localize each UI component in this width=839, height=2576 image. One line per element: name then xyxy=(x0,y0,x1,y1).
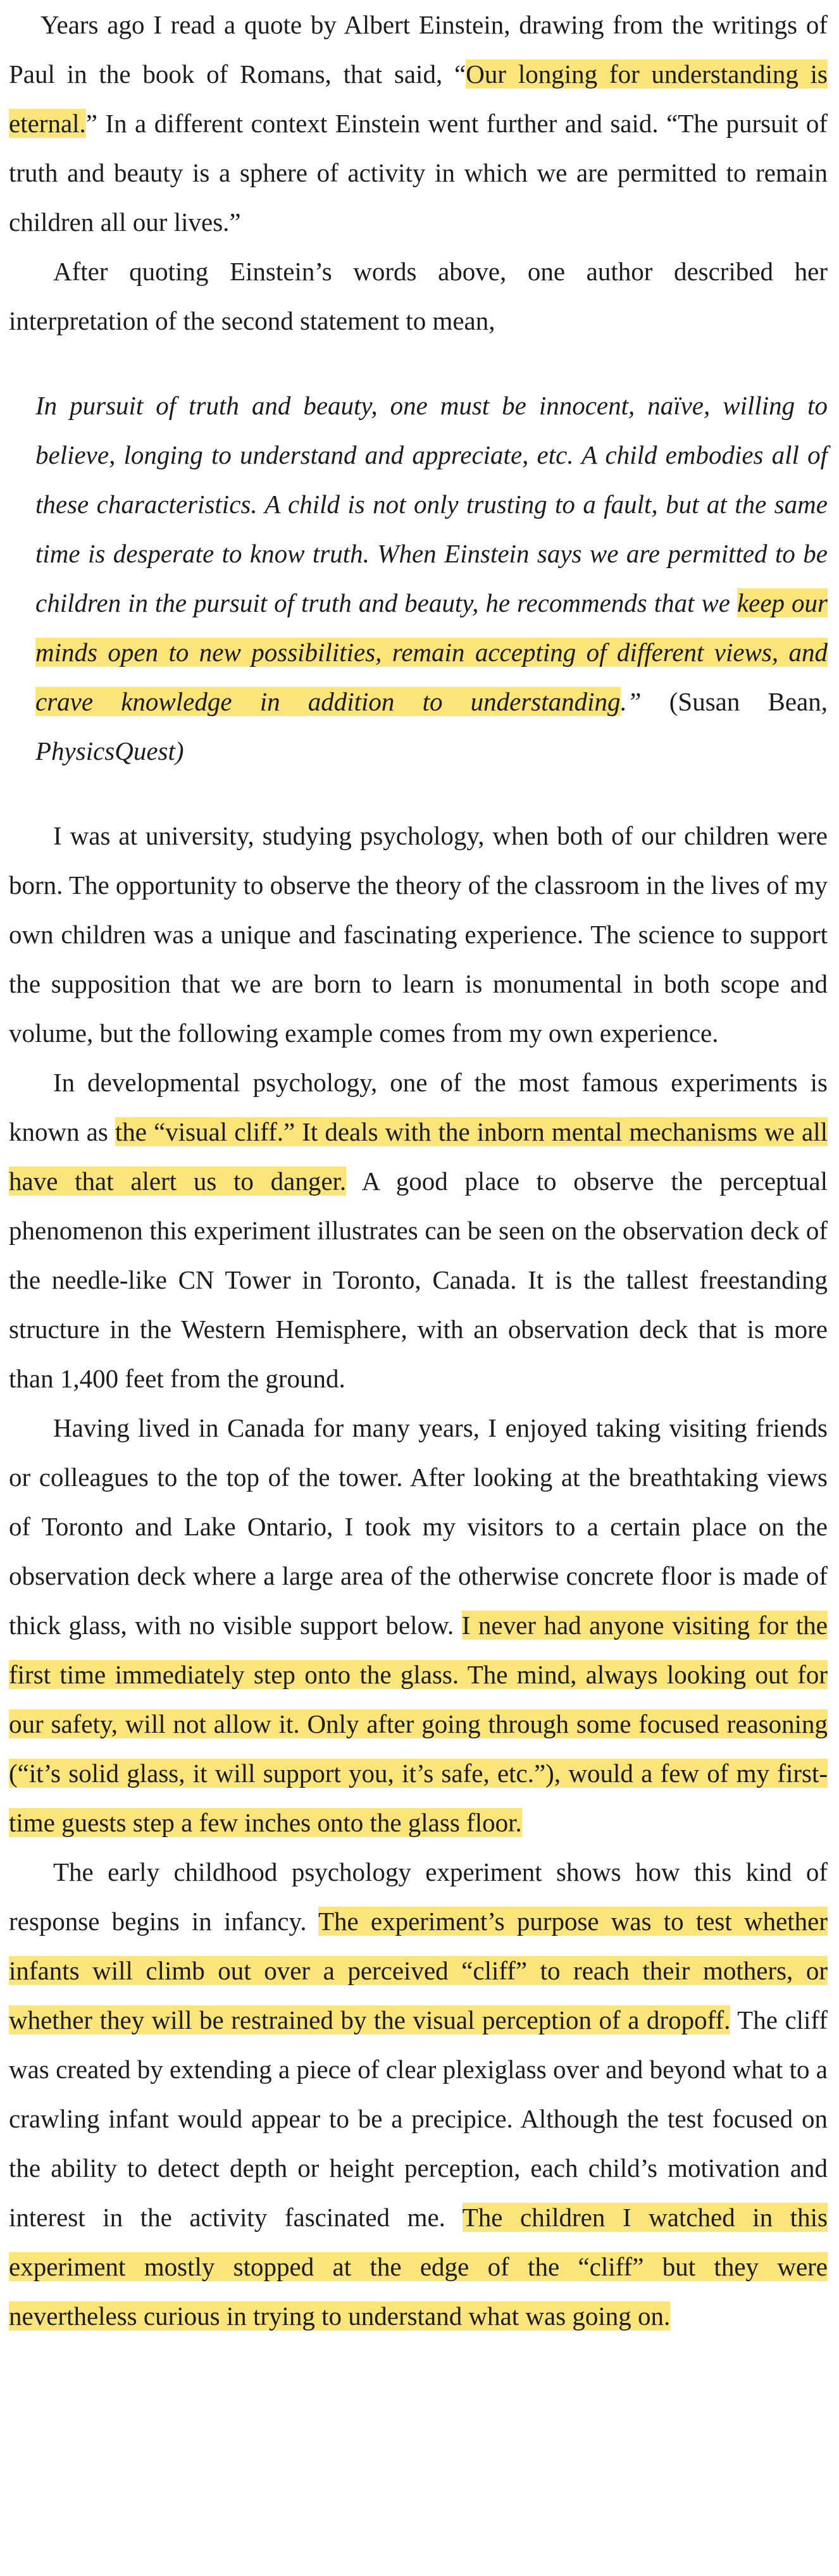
block-quote xyxy=(9,381,828,776)
paragraph-cn-tower xyxy=(9,1403,828,1847)
quote-source: PhysicsQuest) xyxy=(35,736,184,765)
highlighted-passage: I never had anyone visiting for the first time immediately step onto the glass. The mind, always looking out for our safety, will not allow it. Only after going through some focused reasoning (“it’s solid glass, it will support you, it’s safe, etc.”), would a few of my first-time guests step a few inches onto the glass floor. xyxy=(9,1611,828,1837)
paragraph-visual-cliff xyxy=(9,1058,828,1403)
text-run: Years ago I read a quote by Albert Einstein, drawing from the writings of Paul in the book of Romans, that said, “ xyxy=(9,10,828,89)
text-run: In developmental psychology, one of the most famous experiments is known as xyxy=(9,1068,828,1146)
highlighted-passage: the “visual cliff.” It deals with the inborn mental mechanisms we all have that alert us to danger. xyxy=(9,1117,828,1196)
quote-text: In pursuit of truth and beauty, one must be innocent, naïve, willing to believe, longing to understand and appreciate, etc. A child embodies all of these characteristics. A child is not only trusting to a fault, but at the same time is desperate to know truth. When Einstein says we are permitted to be children in the pursuit of truth and beauty, he recommends that we xyxy=(35,391,828,617)
paragraph-university xyxy=(9,811,828,1058)
text-run: ” In a different context Einstein went further and said. “The pursuit of truth and beauty is a sphere of activity in which we are permitted to remain children all our lives.” xyxy=(9,109,828,237)
paragraph-einstein-quote xyxy=(9,0,828,247)
paragraph-experiment xyxy=(9,1847,828,2341)
highlighted-passage: The experiment’s purpose was to test whether infants will climb out over a perceived “cliff” to reach their mothers, or whether they will be restrained by the visual perception of a dropoff. xyxy=(9,1907,828,2034)
quote-text: .” xyxy=(620,687,642,716)
text-run: The early childhood psychology experiment shows how this kind of response begins in infancy. xyxy=(9,1857,828,1936)
paragraph-author-interpretation xyxy=(9,247,828,345)
text-run: The cliff was created by extending a piece of clear plexiglass over and beyond what to a crawling infant would appear to be a precipice. Although the test focused on the ability to detect depth or height perception, each child’s motivation and interest in the activity fascinated me. xyxy=(9,2005,828,2232)
highlighted-passage: The children I watched in this experiment mostly stopped at the edge of the “cliff” but they were nevertheless curious in trying to understand what was going on. xyxy=(9,2203,828,2331)
text-run: After quoting Einstein’s words above, one author described her interpretation of the second statement to mean, xyxy=(9,257,828,335)
text-run: Having lived in Canada for many years, I enjoyed taking visiting friends or colleagues to the top of the tower. After looking at the breathtaking views of Toronto and Lake Ontario, I took my visitors to a certain place on the observation deck where a large area of the otherwise concrete floor is made of thick glass, with no visible support below. xyxy=(9,1413,828,1640)
text-run: A good place to observe the perceptual phenomenon this experiment illustrates can be seen on the observation deck of the needle-like CN Tower in Toronto, Canada. It is the tallest freestanding structure in the Western Hemisphere, with an observation deck that is more than 1,400 feet from the ground. xyxy=(9,1167,828,1393)
highlighted-passage: Our longing for understanding is eternal. xyxy=(9,59,828,138)
highlighted-passage: keep our minds open to new possibilities, remain accepting of different views, and crave knowledge in addition to understanding xyxy=(35,588,828,716)
quote-attribution: (Susan Bean, xyxy=(641,687,828,716)
text-run: I was at university, studying psychology, when both of our children were born. The opportunity to observe the theory of the classroom in the lives of my own children was a unique and fascinating experience. The science to support the supposition that we are born to learn is monumental in both scope and volume, but the following example comes from my own experience. xyxy=(9,821,828,1048)
